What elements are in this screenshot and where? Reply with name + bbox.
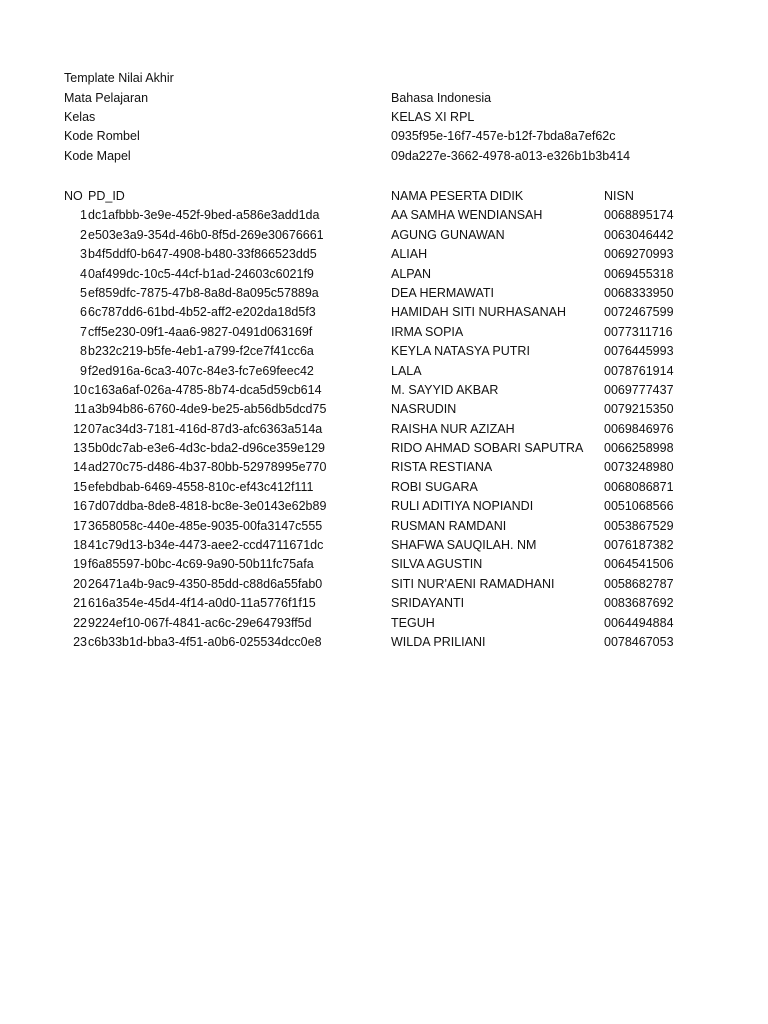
table-row xyxy=(0,555,768,574)
table-row xyxy=(0,458,768,477)
meta-row-kode-mapel xyxy=(0,149,768,168)
cell-nama: SRIDAYANTI xyxy=(391,596,465,611)
meta-label: Kelas xyxy=(64,110,96,124)
student-table xyxy=(0,187,768,652)
cell-no: 22 xyxy=(73,615,87,630)
table-row xyxy=(0,575,768,594)
table-body xyxy=(0,206,768,652)
cell-no: 6 xyxy=(80,305,87,320)
cell-nisn: 0058682787 xyxy=(604,576,674,591)
meta-value: 0935f95e-16f7-457e-b12f-7bda8a7ef62c xyxy=(391,129,616,143)
cell-pd-id: 616a354e-45d4-4f14-a0d0-11a5776f1f15 xyxy=(88,596,316,611)
cell-nama: SHAFWA SAUQILAH. NM xyxy=(391,538,537,553)
cell-nama: KEYLA NATASYA PUTRI xyxy=(391,344,530,359)
cell-no: 17 xyxy=(73,518,87,533)
cell-nama: ROBI SUGARA xyxy=(391,479,478,494)
cell-nisn: 0069777437 xyxy=(604,382,674,397)
cell-nisn: 0072467599 xyxy=(604,305,674,320)
table-row xyxy=(0,284,768,303)
cell-nisn: 0078761914 xyxy=(604,363,674,378)
cell-nama: SILVA AGUSTIN xyxy=(391,557,483,572)
cell-nisn: 0066258998 xyxy=(604,441,674,456)
cell-no: 4 xyxy=(80,266,87,281)
cell-no: 7 xyxy=(80,324,87,339)
cell-nama: NASRUDIN xyxy=(391,402,457,417)
cell-pd-id: b4f5ddf0-b647-4908-b480-33f866523dd5 xyxy=(88,247,317,262)
cell-nisn: 0073248980 xyxy=(604,460,674,475)
table-row xyxy=(0,226,768,245)
cell-nama: RISTA RESTIANA xyxy=(391,460,493,475)
meta-label: Mata Pelajaran xyxy=(64,91,149,105)
cell-nisn: 0068333950 xyxy=(604,285,674,300)
cell-no: 5 xyxy=(80,285,87,300)
cell-nisn: 0077311716 xyxy=(604,324,673,339)
header-pd-id: PD_ID xyxy=(88,189,125,203)
cell-nisn: 0069270993 xyxy=(604,247,674,262)
cell-nisn: 0068086871 xyxy=(604,479,674,494)
cell-nama: AGUNG GUNAWAN xyxy=(391,227,505,242)
cell-nama: IRMA SOPIA xyxy=(391,324,464,339)
meta-row-kelas xyxy=(0,110,768,129)
header-nisn: NISN xyxy=(604,189,634,203)
cell-pd-id: b232c219-b5fe-4eb1-a799-f2ce7f41cc6a xyxy=(88,344,314,359)
cell-nisn: 0063046442 xyxy=(604,227,674,242)
cell-nama: RULI ADITIYA NOPIANDI xyxy=(391,499,534,514)
cell-nama: AA SAMHA WENDIANSAH xyxy=(391,208,543,223)
cell-nama: SITI NUR'AENI RAMADHANI xyxy=(391,576,555,591)
table-row xyxy=(0,633,768,652)
cell-no: 11 xyxy=(74,402,87,417)
cell-no: 10 xyxy=(73,382,87,397)
cell-pd-id: e503e3a9-354d-46b0-8f5d-269e30676661 xyxy=(88,227,324,242)
cell-nama: LALA xyxy=(391,363,422,378)
cell-nisn: 0076445993 xyxy=(604,344,674,359)
cell-no: 12 xyxy=(73,421,87,436)
cell-no: 19 xyxy=(73,557,87,572)
cell-nama: ALPAN xyxy=(391,266,432,281)
table-row xyxy=(0,439,768,458)
cell-no: 23 xyxy=(73,634,87,649)
document-title: Template Nilai Akhir xyxy=(64,71,174,85)
cell-pd-id: 7d07ddba-8de8-4818-bc8e-3e0143e62b89 xyxy=(88,499,327,514)
cell-no: 20 xyxy=(73,576,87,591)
cell-pd-id: 0af499dc-10c5-44cf-b1ad-24603c6021f9 xyxy=(88,266,314,281)
table-header-row xyxy=(0,187,768,206)
table-row xyxy=(0,245,768,264)
cell-nisn: 0069846976 xyxy=(604,421,674,436)
cell-pd-id: cff5e230-09f1-4aa6-9827-0491d063169f xyxy=(88,324,313,339)
cell-pd-id: ef859dfc-7875-47b8-8a8d-8a095c57889a xyxy=(88,285,319,300)
table-row xyxy=(0,206,768,225)
table-row xyxy=(0,497,768,516)
table-row xyxy=(0,400,768,419)
table-row xyxy=(0,265,768,284)
cell-nama: M. SAYYID AKBAR xyxy=(391,382,499,397)
cell-no: 8 xyxy=(80,344,87,359)
table-row xyxy=(0,478,768,497)
meta-value: Bahasa Indonesia xyxy=(391,91,492,105)
cell-pd-id: f2ed916a-6ca3-407c-84e3-fc7e69feec42 xyxy=(88,363,314,378)
cell-pd-id: ad270c75-d486-4b37-80bb-52978995e770 xyxy=(88,460,327,475)
cell-nama: HAMIDAH SITI NURHASANAH xyxy=(391,305,567,320)
cell-nisn: 0079215350 xyxy=(604,402,674,417)
cell-pd-id: dc1afbbb-3e9e-452f-9bed-a586e3add1da xyxy=(88,208,320,223)
cell-nama: ALIAH xyxy=(391,247,428,262)
cell-nama: WILDA PRILIANI xyxy=(391,634,486,649)
table-row xyxy=(0,381,768,400)
table-row xyxy=(0,614,768,633)
cell-nisn: 0053867529 xyxy=(604,518,674,533)
meta-label: Kode Rombel xyxy=(64,129,140,143)
cell-nisn: 0076187382 xyxy=(604,538,674,553)
cell-no: 13 xyxy=(73,441,87,456)
cell-pd-id: efebdbab-6469-4558-810c-ef43c412f111 xyxy=(88,479,314,494)
cell-pd-id: a3b94b86-6760-4de9-be25-ab56db5dcd75 xyxy=(88,402,327,417)
cell-pd-id: 5b0dc7ab-e3e6-4d3c-bda2-d96ce359e129 xyxy=(88,441,326,456)
table-row xyxy=(0,420,768,439)
cell-nama: RAISHA NUR AZIZAH xyxy=(391,421,515,436)
table-row xyxy=(0,594,768,613)
table-row xyxy=(0,517,768,536)
cell-pd-id: c163a6af-026a-4785-8b74-dca5d59cb614 xyxy=(88,382,322,397)
cell-no: 16 xyxy=(73,499,87,514)
cell-nisn: 0069455318 xyxy=(604,266,674,281)
cell-pd-id: c6b33b1d-bba3-4f51-a0b6-025534dcc0e8 xyxy=(88,634,322,649)
cell-pd-id: 9224ef10-067f-4841-ac6c-29e64793ff5d xyxy=(88,615,312,630)
header-nama: NAMA PESERTA DIDIK xyxy=(391,189,524,203)
cell-no: 15 xyxy=(73,479,87,494)
cell-nisn: 0064494884 xyxy=(604,615,674,630)
table-row xyxy=(0,323,768,342)
cell-nama: DEA HERMAWATI xyxy=(391,285,495,300)
meta-row-kode-rombel xyxy=(0,129,768,148)
cell-no: 9 xyxy=(80,363,87,378)
meta-value: 09da227e-3662-4978-a013-e326b1b3b414 xyxy=(391,149,631,163)
cell-no: 14 xyxy=(73,460,87,475)
cell-nisn: 0078467053 xyxy=(604,634,674,649)
meta-label: Kode Mapel xyxy=(64,149,131,163)
cell-nisn: 0051068566 xyxy=(604,499,674,514)
cell-nisn: 0083687692 xyxy=(604,596,674,611)
cell-no: 21 xyxy=(73,596,87,611)
cell-pd-id: 26471a4b-9ac9-4350-85dd-c88d6a55fab0 xyxy=(88,576,323,591)
table-row xyxy=(0,342,768,361)
cell-pd-id: 6c787dd6-61bd-4b52-aff2-e202da18d5f3 xyxy=(88,305,316,320)
cell-no: 3 xyxy=(80,247,87,262)
cell-pd-id: 07ac34d3-7181-416d-87d3-afc6363a514a xyxy=(88,421,323,436)
cell-nisn: 0064541506 xyxy=(604,557,674,572)
meta-value: KELAS XI RPL xyxy=(391,110,475,124)
table-row xyxy=(0,536,768,555)
meta-row-mata-pelajaran xyxy=(0,91,768,110)
cell-pd-id: 3658058c-440e-485e-9035-00fa3147c555 xyxy=(88,518,323,533)
cell-pd-id: f6a85597-b0bc-4c69-9a90-50b11fc75afa xyxy=(88,557,314,572)
cell-no: 1 xyxy=(80,208,87,223)
table-row xyxy=(0,362,768,381)
cell-pd-id: 41c79d13-b34e-4473-aee2-ccd4711671dc xyxy=(88,538,324,553)
cell-nama: RIDO AHMAD SOBARI SAPUTRA xyxy=(391,441,584,456)
cell-no: 2 xyxy=(80,227,87,242)
cell-nisn: 0068895174 xyxy=(604,208,674,223)
table-row xyxy=(0,303,768,322)
cell-no: 18 xyxy=(73,538,87,553)
cell-nama: RUSMAN RAMDANI xyxy=(391,518,507,533)
cell-nama: TEGUH xyxy=(391,615,435,630)
header-no: NO xyxy=(64,189,83,203)
